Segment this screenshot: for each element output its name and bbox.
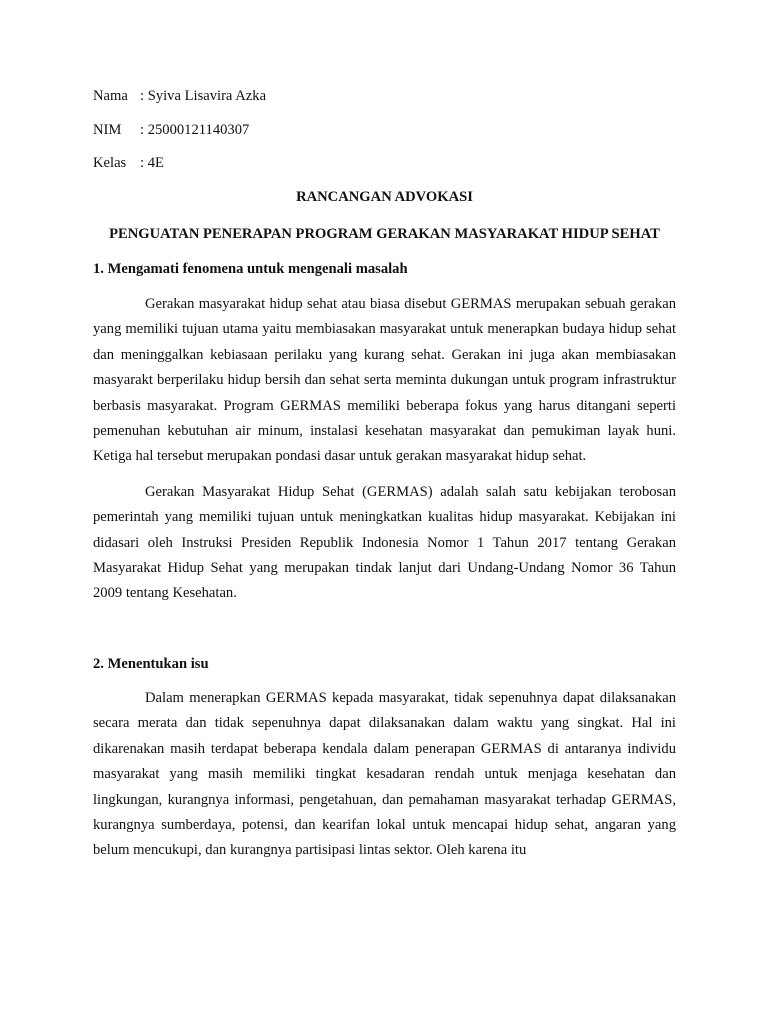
name-row: [93, 86, 676, 106]
document-subtitle: PENGUATAN PENERAPAN PROGRAM GERAKAN MASYARAKAT HIDUP SEHAT: [109, 225, 660, 242]
section-paragraph: Dalam menerapkan GERMAS kepada masyarakat, tidak sepenuhnya dapat dilaksanakan secara merata dan tidak sepenuhnya dapat dilaksanakan dalam waktu yang singkat. Hal ini dikarenakan masih terdapat beberapa kendala dalam penerapan GERMAS di antaranya individu masyarakat yang masih memiliki tingkat kesadaran rendah untuk menjaga kesehatan dan lingkungan, kurangnya informasi, pengetahuan, dan pemahaman masyarakat terhadap GERMAS, kurangnya sumberdaya, potensi, dan kearifan lokal untuk mencapai hidup sehat, angaran yang belum mencukupi, dan kurangnya partisipasi lintas sektor. Oleh karena itu: [93, 689, 676, 859]
section-paragraph: Gerakan masyarakat hidup sehat atau biasa disebut GERMAS merupakan sebuah gerakan yang memiliki tujuan utama yaitu membiasakan masyarakat untuk menerapkan budaya hidup sehat dan meninggalkan kebiasaan perilaku yang kurang sehat. Gerakan ini juga akan membiasakan masyarakt berperilaku hidup bersih dan sehat serta meminta dukungan untuk program infrastruktur berbasis masyarakat. Program GERMAS memiliki beberapa fokus yang harus ditangani seperti pemenuhan kebutuhan air minum, instalasi kesehatan masyarakat dan pemukiman layak huni. Ketiga hal tersebut merupakan pondasi dasar untuk gerakan masyarakat hidup sehat.: [93, 296, 676, 465]
section-paragraph: Gerakan Masyarakat Hidup Sehat (GERMAS) adalah salah satu kebijakan terobosan pemerintah yang memiliki tujuan untuk meningkatkan kualitas hidup masyarakat. Kebijakan ini didasari oleh Instruksi Presiden Republik Indonesia Nomor 1 Tahun 2017 tentang Gerakan Masyarakat Hidup Sehat yang merupakan tindak lanjut dari Undang-Undang Nomor 36 Tahun 2009 tentang Kesehatan.: [93, 483, 676, 602]
class-label: Kelas: [93, 155, 127, 171]
name-label: Nama: [93, 88, 128, 104]
document-page: [93, 86, 676, 864]
nim-label: NIM: [93, 121, 122, 138]
class-row: [93, 153, 676, 173]
name-value: : Syiva Lisavira Azka: [140, 88, 267, 104]
section-heading: 1. Mengamati fenomena untuk mengenali masalah: [93, 261, 408, 277]
class-value: : 4E: [140, 155, 164, 171]
document-title: RANCANGAN ADVOKASI: [296, 188, 473, 205]
nim-value: : 25000121140307: [140, 121, 250, 138]
section-heading: 2. Menentukan isu: [93, 655, 209, 672]
nim-row: [93, 120, 676, 140]
